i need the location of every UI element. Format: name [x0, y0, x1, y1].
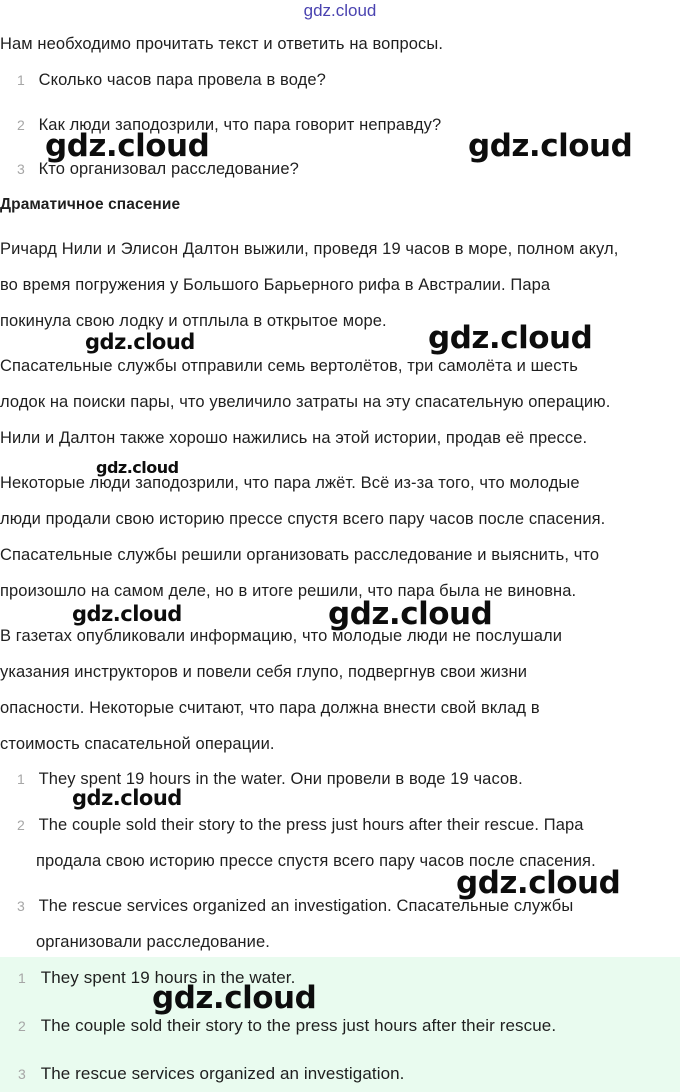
translation-text-continued: продала свою историю прессе спустя всего пару часов после спасения.	[36, 852, 596, 870]
translation-text: They spent 19 hours in the water. Они провели в воде 19 часов.	[38, 770, 523, 788]
article-line: В газетах опубликовали информацию, что молодые люди не послушали	[0, 627, 563, 645]
article-line: покинула свою лодку и отплыла в открытое море.	[0, 312, 387, 330]
watermark: gdz.cloud	[72, 602, 182, 626]
translation-number: 2	[17, 817, 25, 833]
article-line: стоимость спасательной операции.	[0, 735, 275, 753]
translation-text: The couple sold their story to the press just hours after their rescue. Пара	[38, 816, 584, 834]
question-number: 1	[17, 72, 25, 88]
article-title: Драматичное спасение	[0, 196, 181, 213]
answer-text: The couple sold their story to the press just hours after their rescue.	[40, 1016, 557, 1035]
watermark: gdz.cloud	[45, 128, 210, 164]
translation-number: 1	[17, 771, 25, 787]
watermark: gdz.cloud	[96, 458, 179, 477]
article-line: произошло на самом деле, но в итоге решили, что пара была не виновна.	[0, 582, 577, 600]
translation-item	[17, 814, 584, 836]
answer-number: 1	[18, 970, 26, 986]
article-line: Спасательные службы решили организовать расследование и выяснить, что	[0, 546, 600, 564]
translation-text: The rescue services organized an investigation. Спасательные службы	[38, 897, 574, 915]
question-number: 2	[17, 117, 25, 133]
question-text: Как люди заподозрили, что пара говорит неправду?	[38, 116, 442, 134]
answer-item	[18, 1063, 405, 1085]
watermark: gdz.cloud	[85, 330, 195, 354]
article-line: Ричард Нили и Элисон Далтон выжили, проведя 19 часов в море, полном акул,	[0, 240, 619, 258]
answer-item	[18, 1015, 556, 1037]
answer-text: They spent 19 hours in the water.	[40, 968, 296, 987]
article-line: Спасательные службы отправили семь вертолётов, три самолёта и шесть	[0, 357, 578, 375]
question-item	[17, 69, 326, 91]
question-number: 3	[17, 161, 25, 177]
article-line: люди продали свою историю прессе спустя всего пару часов после спасения.	[0, 510, 606, 528]
answer-text: The rescue services organized an investigation.	[40, 1064, 405, 1083]
watermark: gdz.cloud	[72, 786, 182, 810]
translation-number: 3	[17, 898, 25, 914]
watermark: gdz.cloud	[152, 980, 317, 1016]
question-text: Сколько часов пара провела в воде?	[38, 71, 326, 89]
article-line: опасности. Некоторые считают, что пара должна внести свой вклад в	[0, 699, 540, 717]
answer-number: 2	[18, 1018, 26, 1034]
question-text: Кто организовал расследование?	[38, 160, 299, 178]
article-line: лодок на поиски пары, что увеличило затраты на эту спасательную операцию.	[0, 393, 611, 411]
article-line: указания инструкторов и повели себя глупо, подвергнув свои жизни	[0, 663, 528, 681]
translation-text-continued: организовали расследование.	[36, 933, 270, 951]
site-watermark-top: gdz.cloud	[303, 1, 377, 20]
watermark: gdz.cloud	[328, 596, 493, 632]
task-instruction: Нам необходимо прочитать текст и ответить на вопросы.	[0, 35, 444, 53]
article-line: Некоторые люди заподозрили, что пара лжёт. Всё из-за того, что молодые	[0, 474, 580, 492]
answer-number: 3	[18, 1066, 26, 1082]
watermark: gdz.cloud	[456, 865, 621, 901]
watermark: gdz.cloud	[468, 128, 633, 164]
article-line: Нили и Далтон также хорошо нажились на этой истории, продав её прессе.	[0, 429, 588, 447]
watermark: gdz.cloud	[428, 320, 593, 356]
article-line: во время погружения у Большого Барьерного рифа в Австралии. Пара	[0, 276, 551, 294]
